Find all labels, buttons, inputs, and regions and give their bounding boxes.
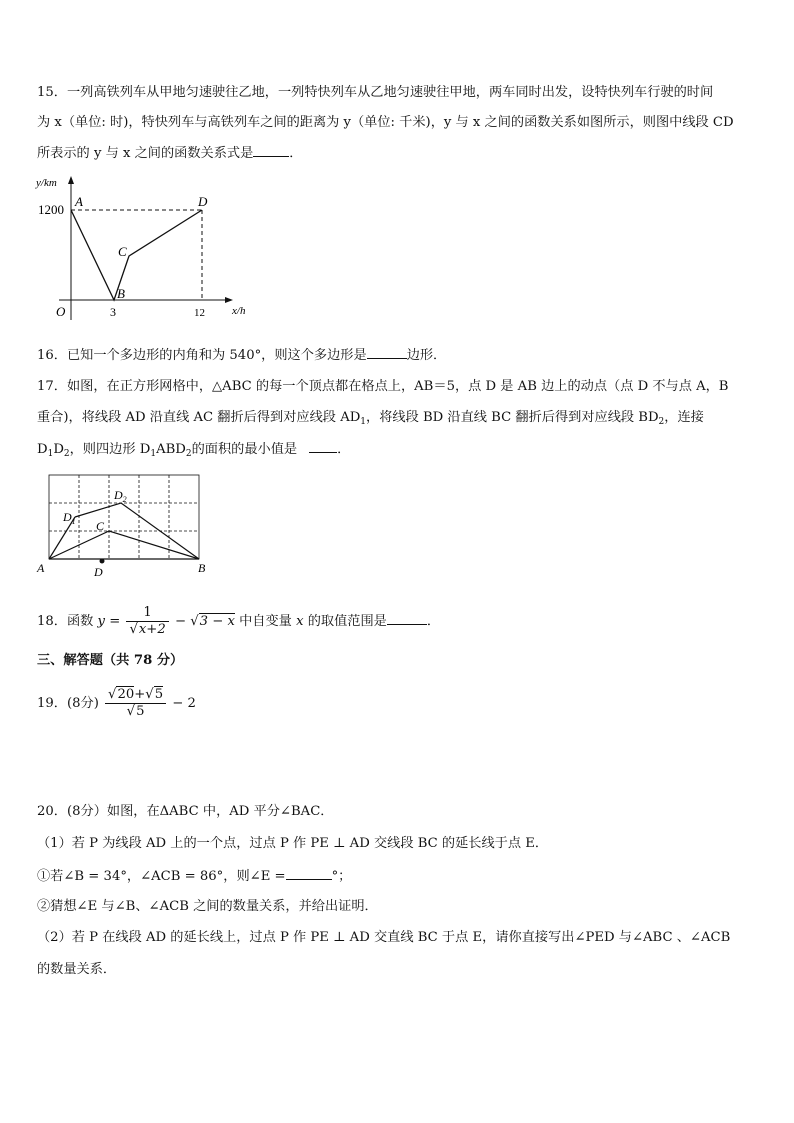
q16-end: 边形． bbox=[406, 348, 447, 363]
q18-suffix2: 的取值范围是 bbox=[307, 614, 387, 629]
q17-line2c: ，连接 bbox=[664, 410, 704, 425]
q20-line6: 的数量关系． bbox=[37, 962, 117, 977]
q17-line2a: 重合)，将线段 AD 沿直线 AC 翻折后得到对应线段 AD bbox=[37, 410, 361, 425]
q15-line3-text: 所表示的 y 与 x 之间的函数关系式是 bbox=[37, 146, 254, 161]
q20-answer-blank[interactable] bbox=[286, 867, 332, 880]
q18-prefix: 18．函数 bbox=[37, 614, 94, 629]
q18-line: 18．函数 y = $\frac{1}{√x+2}$ − √3 − x 中自变量 x 的取值范围是 ． bbox=[37, 605, 441, 637]
q17-sub-1b: 1 bbox=[47, 449, 54, 459]
label-D2: $D_2$ bbox=[114, 488, 127, 504]
x-axis-label: x/h bbox=[232, 305, 246, 317]
q17-line3e: 的面积的最小值是 bbox=[191, 442, 298, 457]
q15-line3-end: ． bbox=[289, 146, 303, 161]
q19-denominator: √5 bbox=[126, 704, 145, 719]
q19-num-a: 20 bbox=[117, 687, 135, 702]
q16-text: 16．已知一个多边形的内角和为 540°，则这个多边形是 bbox=[37, 348, 367, 363]
q19-num-b: 5 bbox=[154, 687, 164, 702]
q19-numerator: √20+√5 bbox=[105, 687, 166, 704]
q15-line1: 15．一列高铁列车从甲地匀速驶往乙地，一列特快列车从乙地匀速驶往甲地，两车同时出发，设特快列车行驶的时间 bbox=[37, 85, 714, 100]
q18-minus: − bbox=[174, 614, 187, 629]
label-D: D bbox=[94, 565, 103, 579]
q17-line3f: ． bbox=[337, 442, 351, 457]
q16-answer-blank[interactable] bbox=[367, 346, 407, 359]
q20-line1: 20．(8分）如图，在ΔABC 中，AD 平分∠BAC． bbox=[37, 804, 334, 819]
graph-polyline bbox=[71, 210, 202, 300]
q17-sub-2b: 2 bbox=[63, 449, 70, 459]
q17-line3d: ABD bbox=[156, 442, 186, 457]
q18-suffix: 中自变量 bbox=[239, 614, 292, 629]
q18-answer-blank[interactable] bbox=[387, 612, 427, 625]
origin-label: O bbox=[56, 304, 66, 319]
point-B-label: B bbox=[117, 286, 125, 301]
q17-line3 bbox=[37, 440, 350, 463]
q16-line bbox=[37, 346, 446, 365]
q15-line3 bbox=[37, 144, 302, 163]
graph-15 bbox=[34, 172, 244, 332]
q17-line1: 17．如图，在正方形网格中，△ABC 的每一个顶点都在格点上，AB＝5，点 D 是 AB 边上的动点（点 D 不与点 A，B bbox=[37, 379, 729, 394]
label-A: A bbox=[37, 561, 45, 575]
q20-line2: （1）若 P 为线段 AD 上的一个点，过点 P 作 PE ⊥ AD 交线段 BC 的延长线于点 E． bbox=[37, 836, 549, 851]
q18-fraction bbox=[126, 605, 168, 638]
q19-plus: + bbox=[134, 687, 146, 702]
q18-numerator: 1 bbox=[126, 605, 168, 622]
q20-line5: （2）若 P 在线段 AD 的延长线上，过点 P 作 PE ⊥ AD 交直线 BC 于点 E，请你直接写出∠PED 与∠ABC 、∠ACB bbox=[37, 930, 731, 945]
q17-sub-1a: 1 bbox=[360, 417, 367, 427]
q17-line2 bbox=[37, 409, 704, 431]
point-D-dot bbox=[100, 559, 105, 564]
q18-var-y: y bbox=[97, 614, 105, 629]
q17-sub-2c: 2 bbox=[185, 449, 192, 459]
q20-line3a: ①若∠B = 34°，∠ACB = 86°，则∠E = bbox=[37, 869, 286, 884]
q20-line3 bbox=[37, 867, 351, 886]
q15-answer-blank[interactable] bbox=[253, 144, 289, 157]
q19-line bbox=[37, 682, 196, 726]
q17-line3a: D bbox=[37, 442, 48, 457]
x-axis-arrow-icon bbox=[225, 297, 233, 303]
label-D1: $D_1$ bbox=[63, 510, 76, 526]
q17-answer-blank[interactable] bbox=[309, 440, 337, 453]
q20-line4: ②猜想∠E 与∠B、∠ACB 之间的数量关系，并给出证明． bbox=[37, 899, 378, 914]
q19-den: 5 bbox=[136, 704, 145, 719]
q18-eq: = bbox=[109, 614, 121, 629]
q19-prefix: 19．(8分) bbox=[37, 696, 99, 711]
q20-line3b: °； bbox=[331, 869, 352, 884]
y-axis-label: y/km bbox=[36, 177, 57, 189]
q18-den-expr: x+2 bbox=[138, 622, 166, 637]
q19-fraction bbox=[105, 687, 166, 720]
x-tick-3: 3 bbox=[110, 305, 116, 319]
label-B: B bbox=[198, 561, 206, 575]
q19-tail: − 2 bbox=[172, 696, 196, 711]
section-3-title: 三、解答题（共 78 分） bbox=[37, 653, 184, 668]
q15-line2: 为 x（单位: 时)，特快列车与高铁列车之间的距离为 y（单位: 千米)，y 与 x 之间的函数关系如图所示，则图中线段 CD bbox=[37, 115, 734, 130]
q17-sub-2a: 2 bbox=[658, 417, 665, 427]
q18-var-x: x bbox=[296, 614, 304, 629]
q18-sqrt-expr: 3 − x bbox=[199, 614, 235, 629]
q17-line3b: D bbox=[53, 442, 64, 457]
point-C-label: C bbox=[118, 244, 127, 259]
point-A-label: A bbox=[75, 194, 83, 209]
label-C: C bbox=[96, 519, 105, 533]
x-tick-12: 12 bbox=[194, 307, 205, 319]
q17-sub-1c: 1 bbox=[150, 449, 157, 459]
figure-17 bbox=[34, 470, 214, 580]
q18-denominator: √x+2 bbox=[129, 622, 166, 637]
q17-line2b: ，将线段 BD 沿直线 BC 翻折后得到对应线段 BD bbox=[366, 410, 659, 425]
y-tick-1200: 1200 bbox=[38, 202, 64, 217]
q17-line3c: ，则四边形 D bbox=[69, 442, 151, 457]
point-D-label: D bbox=[198, 194, 208, 209]
y-axis-arrow-icon bbox=[68, 176, 74, 184]
q18-end: ． bbox=[426, 614, 441, 629]
